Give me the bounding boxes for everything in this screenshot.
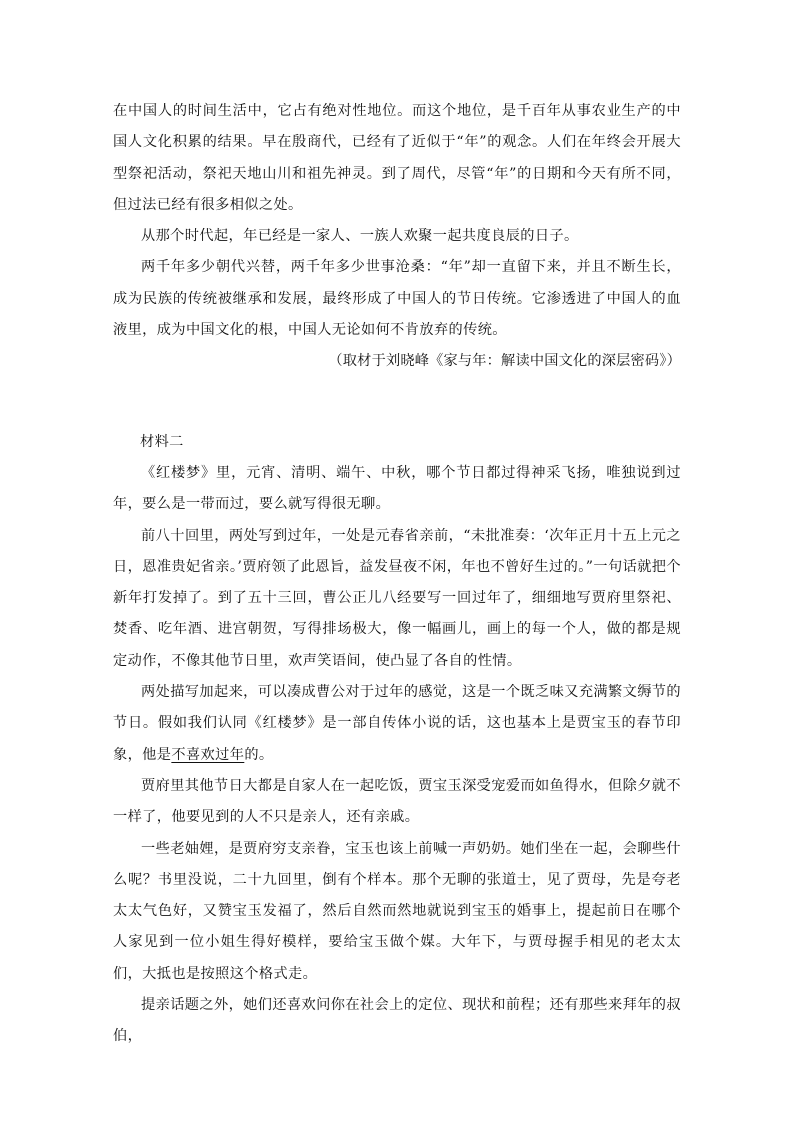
paragraph: 提亲话题之外，她们还喜欢问你在社会上的定位、现状和前程；还有那些来拜年的叔伯， [113,997,681,1045]
paragraph: 从那个时代起，年已经是一家人、一族人欢聚一起共度良辰的日子。 [141,228,579,245]
source-citation: （取材于刘晓峰《家与年：解读中国文化的深层密码》） [328,353,681,370]
section-heading: 材料二 [140,433,184,450]
paragraph: 一些老妯娌，是贾府穷支亲眷，宝玉也该上前喊一声奶奶。她们坐在一起，会聊些什么呢？书里没说，二十九回里，倒有个样本。那个无聊的张道士，见了贾母，先是夸老太太气色好，又赞宝玉发福了，然后自然而然地就说到宝玉的婚事上，提起前日在哪个人家见到一位小姐生得好模样，要给宝玉做个媒。大年下，与贾母握手相见的老太太们，大抵也是按照这个格式走。 [113,840,681,982]
paragraph: 贾府里其他节日大都是自家人在一起吃饭，贾宝玉深受宠爱而如鱼得水，但除夕就不一样了，他要见到的人不只是亲人，还有亲戚。 [113,777,681,826]
paragraph: 两千年多少朝代兴替，两千年多少世事沧桑：“年”却一直留下来，并且不断生长，成为民族的传统被继承和发展，最终形成了中国人的节日传统。它渗透进了中国人的血液里，成为中国文化的根，中国人无论如何不肯放弃的传统。 [113,259,681,339]
section-spacer [113,378,681,427]
paragraph [113,677,681,771]
document-page [113,96,681,1053]
paragraph: 前八十回里，两处写到过年，一处是元春省亲前，“未批准奏：‘次年正月十五上元之日，恩准贵妃省亲。’贾府领了此恩旨，益发昼夜不闲，年也不曾好生过的。”一句话就把个新年打发掉了。到了五十三回，曹公正儿八经要写一回过年了，细细地写贾府里祭祀、焚香、吃年酒、进宫朝贺，写得排场极大，像一幅画儿，画上的每一个人，做的都是规定动作，不像其他节日里，欢声笑语间，使凸显了各自的性情。 [113,527,681,669]
underlined-phrase: 不喜欢过年 [171,746,245,763]
paragraph-text: 的。 [244,746,274,763]
paragraph-text: 两处描写加起来，可以凑成曹公对于过年的感觉，这是一个既乏味又充满繁文缛节的节日。假如我们认同《红楼梦》是一部自传体小说的话，这也基本上是贾宝玉的春节印象，他是 [113,684,681,763]
paragraph: 在中国人的时间生活中，它占有绝对性地位。而这个地位，是千百年从事农业生产的中国人文化积累的结果。早在殷商代，已经有了近似于“年”的观念。人们在年终会开展大型祭祀活动，祭祀天地山川和祖先神灵。到了周代，尽管“年”的日期和今天有所不同，但过法已经有很多相似之处。 [113,103,681,213]
paragraph: 《红楼梦》里，元宵、清明、端午、中秋，哪个节日都过得神采飞扬，唯独说到过年，要么是一带而过，要么就写得很无聊。 [113,464,681,513]
